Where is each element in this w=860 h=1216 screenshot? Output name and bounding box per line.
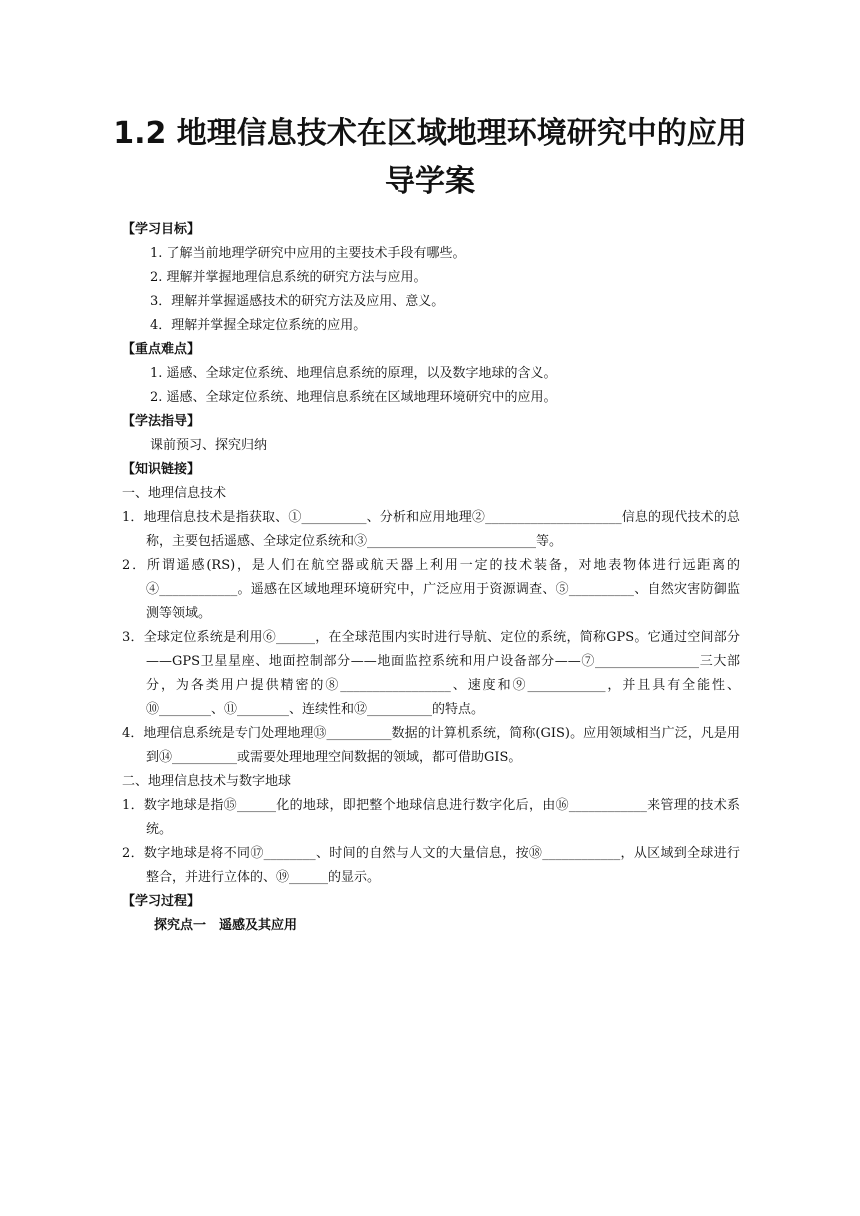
keypoints-heading: 【重点难点】 (122, 342, 201, 357)
knowledge-body (122, 482, 740, 938)
keypoint-item: 1. 遥感、全球定位系统、地理信息系统的原理，以及数字地球的含义。 (150, 366, 557, 381)
objective-item: 3．理解并掌握遥感技术的研究方法及应用、意义。 (150, 294, 445, 309)
part2-title: 二、地理信息技术与数字地球 (122, 774, 292, 789)
page-title: 1.2 地理信息技术在区域地理环境研究中的应用 导学案 (113, 116, 747, 199)
objective-item: 1. 了解当前地理学研究中应用的主要技术手段有哪些。 (150, 246, 466, 261)
objectives-heading: 【学习目标】 (122, 222, 201, 237)
knowledge-heading: 【知识链接】 (122, 462, 201, 477)
objective-item: 4．理解并掌握全球定位系统的应用。 (150, 318, 367, 333)
knowledge-item: 3．全球定位系统是利用⑥______，在全球范围内实时进行导航、定位的系统，简称GPS。它通过空间部分——GPS卫星星座、地面控制部分——地面监控系统和用户设备部分——⑦________________三大部分，为各类用户提供精密的⑧_________________、速度和⑨____________，并且具有全能性、⑩________、⑪________、连续性和⑫__________的特点。 (122, 630, 740, 717)
method-text: 课前预习、探究归纳 (150, 438, 268, 453)
process-subheading: 探究点一 遥感及其应用 (154, 918, 298, 933)
document-body (122, 218, 742, 482)
objective-item: 2. 理解并掌握地理信息系统的研究方法与应用。 (150, 270, 427, 285)
process-heading: 【学习过程】 (122, 894, 201, 909)
knowledge-item: 2．所谓遥感(RS)，是人们在航空器或航天器上利用一定的技术装备，对地表物体进行远距离的④____________。遥感在区域地理环境研究中，广泛应用于资源调查、⑤__________、自然灾害防御监测等领域。 (122, 558, 740, 621)
part1-title: 一、地理信息技术 (122, 486, 227, 501)
method-heading: 【学法指导】 (122, 414, 201, 429)
knowledge-item: 1．数字地球是指⑮______化的地球，即把整个地球信息进行数字化后，由⑯____________来管理的技术系统。 (122, 798, 740, 837)
knowledge-item: 4．地理信息系统是专门处理地理⑬__________数据的计算机系统，简称(GIS)。应用领域相当广泛，凡是用到⑭__________或需要处理地理空间数据的领域，都可借助GIS。 (122, 726, 740, 765)
keypoint-item: 2. 遥感、全球定位系统、地理信息系统在区域地理环境研究中的应用。 (150, 390, 557, 405)
knowledge-item: 2．数字地球是将不同⑰________、时间的自然与人文的大量信息，按⑱____________，从区域到全球进行整合，并进行立体的、⑲______的显示。 (122, 846, 740, 885)
knowledge-item: 1．地理信息技术是指获取、①__________、分析和应用地理②_____________________信息的现代技术的总称，主要包括遥感、全球定位系统和③__________________________等。 (122, 510, 740, 549)
